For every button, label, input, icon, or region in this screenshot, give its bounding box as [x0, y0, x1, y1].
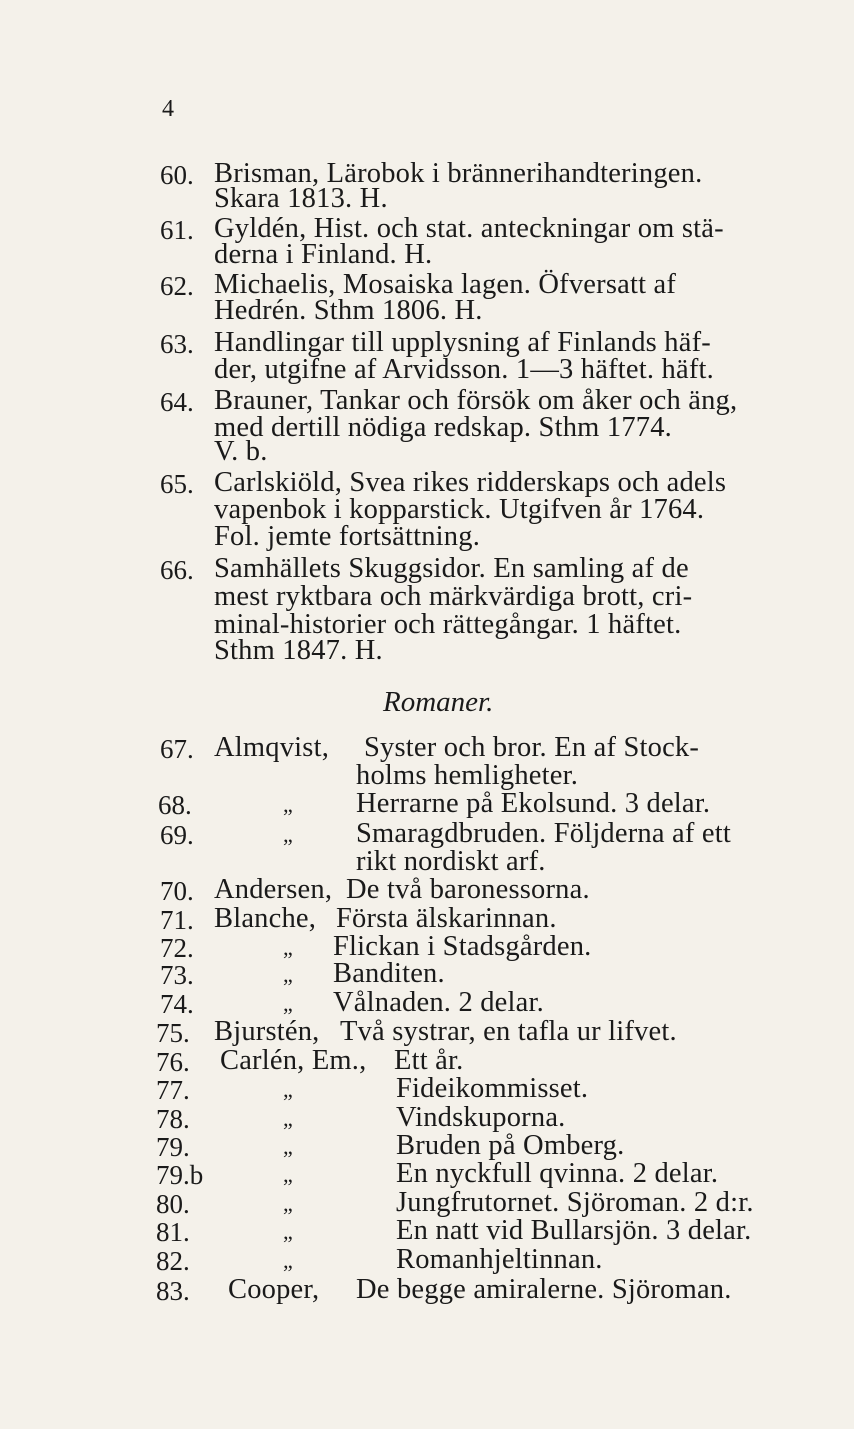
entry-number: 79.	[156, 1132, 190, 1162]
section-heading: Romaner.	[383, 686, 494, 718]
entry-text: Michaelis, Mosaiska lagen. Öfversatt af	[214, 269, 677, 300]
ditto-mark: „	[283, 962, 293, 987]
entry-text: Två systrar, en tafla ur lifvet.	[340, 1016, 677, 1047]
entry-text: Fideikommisset.	[396, 1073, 589, 1104]
entry-number: 73.	[160, 960, 194, 990]
entry-author: Carlén, Em.,	[220, 1045, 367, 1076]
entry-author: Blanche,	[214, 903, 317, 934]
entry-text: Gyldén, Hist. och stat. anteckningar om stä-	[214, 213, 724, 244]
entry-number: 79.b	[156, 1160, 204, 1190]
entry-text: Carlskiöld, Svea rikes ridderskaps och adels	[214, 467, 727, 498]
entry-number: 66.	[160, 555, 194, 585]
entry-author: Almqvist,	[214, 732, 330, 763]
entry-number: 76.	[156, 1047, 190, 1077]
entry-text: V. b.	[214, 436, 268, 467]
entry-text: minal-historier och rättegångar. 1 häftet.	[214, 609, 682, 640]
entry-number: 69.	[160, 820, 194, 850]
entry-text: der, utgifne af Arvidsson. 1—3 häftet. häft.	[214, 354, 714, 385]
ditto-mark: „	[283, 1248, 293, 1273]
entry-text: mest ryktbara och märkvärdiga brott, cri-	[214, 581, 693, 612]
ditto-mark: „	[283, 822, 293, 847]
entry-number: 72.	[160, 933, 194, 963]
ditto-mark: „	[283, 1191, 293, 1216]
entry-number: 71.	[160, 905, 194, 935]
entry-text: Brisman, Lärobok i brännerihandteringen.	[214, 158, 703, 189]
ditto-mark: „	[283, 991, 293, 1016]
page-number: 4	[162, 96, 174, 122]
entry-text: Smaragdbruden. Följderna af ett	[356, 818, 732, 849]
ditto-mark: „	[283, 1162, 293, 1187]
entry-text: Första älskarinnan.	[336, 903, 557, 934]
ditto-mark: „	[283, 1134, 293, 1159]
entry-text: Herrarne på Ekolsund. 3 delar.	[356, 788, 711, 819]
entry-text: Flickan i Stadsgården.	[333, 931, 592, 962]
entry-text: Banditen.	[333, 958, 445, 989]
entry-text: rikt nordiskt arf.	[356, 846, 546, 877]
entry-text: derna i Finland. H.	[214, 239, 433, 270]
entry-text: Samhällets Skuggsidor. En samling af de	[214, 553, 689, 584]
entry-number: 78.	[156, 1104, 190, 1134]
entry-text: holms hemligheter.	[356, 760, 579, 791]
entry-number: 61.	[160, 215, 194, 245]
entry-text: Jungfrutornet. Sjöroman. 2 d:r.	[396, 1187, 754, 1218]
entry-number: 60.	[160, 160, 194, 190]
entry-author: Cooper,	[228, 1274, 320, 1305]
entry-number: 65.	[160, 469, 194, 499]
entry-text: En nyckfull qvinna. 2 delar.	[396, 1158, 719, 1189]
entry-number: 74.	[160, 989, 194, 1019]
ditto-mark: „	[283, 1106, 293, 1131]
entry-text: En natt vid Bullarsjön. 3 delar.	[396, 1215, 752, 1246]
entry-text: De två baronessorna.	[346, 874, 590, 905]
entry-number: 75.	[156, 1018, 190, 1048]
entry-number: 67.	[160, 734, 194, 764]
ditto-mark: „	[283, 935, 293, 960]
entry-number: 64.	[160, 387, 194, 417]
entry-text: med dertill nödiga redskap. Sthm 1774.	[214, 412, 672, 443]
ditto-mark: „	[283, 1077, 293, 1102]
entry-number: 83.	[156, 1276, 190, 1306]
ditto-mark: „	[283, 792, 293, 817]
entry-number: 77.	[156, 1075, 190, 1105]
entry-number: 63.	[160, 329, 194, 359]
ditto-mark: „	[283, 1219, 293, 1244]
entry-text: Hedrén. Sthm 1806. H.	[214, 295, 483, 326]
entry-text: Sthm 1847. H.	[214, 635, 383, 666]
entry-text: Handlingar till upplysning af Finlands häf-	[214, 327, 711, 358]
entry-text: De begge amiralerne. Sjöroman.	[356, 1274, 732, 1305]
entry-text: Brauner, Tankar och försök om åker och äng,	[214, 385, 738, 416]
entry-text: Romanhjeltinnan.	[396, 1244, 603, 1275]
entry-number: 80.	[156, 1189, 190, 1219]
entry-number: 62.	[160, 271, 194, 301]
entry-text: Syster och bror. En af Stock-	[364, 732, 700, 763]
entry-text: vapenbok i kopparstick. Utgifven år 1764.	[214, 494, 705, 525]
entry-text: Vålnaden. 2 delar.	[333, 987, 544, 1018]
entry-text: Fol. jemte fortsättning.	[214, 521, 481, 552]
entry-text: Skara 1813. H.	[214, 183, 388, 214]
entry-number: 81.	[156, 1217, 190, 1247]
entry-author: Andersen,	[214, 874, 333, 905]
entry-text: Bruden på Omberg.	[396, 1130, 625, 1161]
entry-number: 70.	[160, 876, 194, 906]
entry-text: Ett år.	[394, 1045, 464, 1076]
entry-author: Bjurstén,	[214, 1016, 320, 1047]
entry-text: Vindskuporna.	[396, 1102, 566, 1133]
entry-number: 82.	[156, 1246, 190, 1276]
entry-number: 68.	[158, 790, 192, 820]
